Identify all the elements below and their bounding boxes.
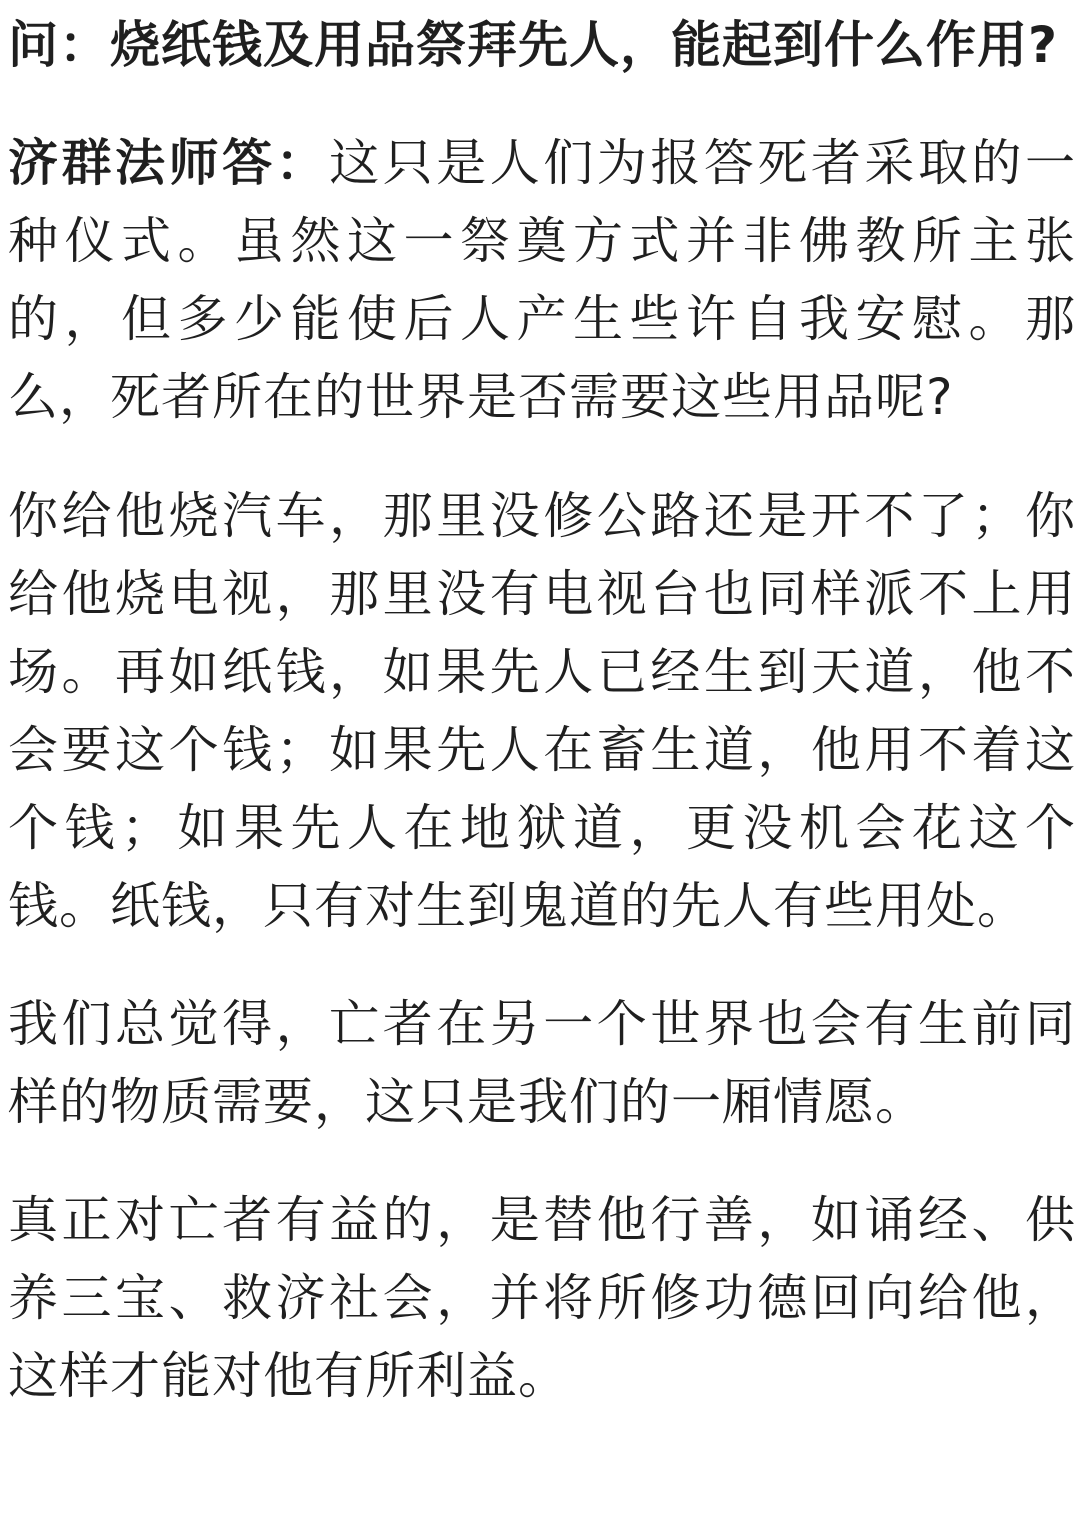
article-body (8, 0, 1076, 1415)
answer-paragraph-4: 真正对亡者有益的，是替他行善，如诵经、供养三宝、救济社会，并将所修功德回向给他，这样才能对他有所利益。 (8, 1191, 1076, 1405)
answer-paragraph-1 (8, 124, 1076, 436)
question-heading: 问：烧纸钱及用品祭拜先人，能起到什么作用? (8, 16, 1059, 74)
answer-paragraph-3: 我们总觉得，亡者在另一个世界也会有生前同样的物质需要，这只是我们的一厢情愿。 (8, 995, 1076, 1131)
answer-paragraph-2: 你给他烧汽车，那里没修公路还是开不了；你给他烧电视，那里没有电视台也同样派不上用场。再如纸钱，如果先人已经生到天道，他不会要这个钱；如果先人在畜生道，他用不着这个钱；如果先人在地狱道，更没机会花这个钱。纸钱，只有对生到鬼道的先人有些用处。 (8, 487, 1076, 935)
answer-text-1: 这只是人们为报答死者采取的一种仪式。虽然这一祭奠方式并非佛教所主张的，但多少能使后人产生些许自我安慰。那么，死者所在的世界是否需要这些用品呢? (8, 134, 1077, 426)
answer-speaker: 济群法师答： (8, 134, 330, 192)
